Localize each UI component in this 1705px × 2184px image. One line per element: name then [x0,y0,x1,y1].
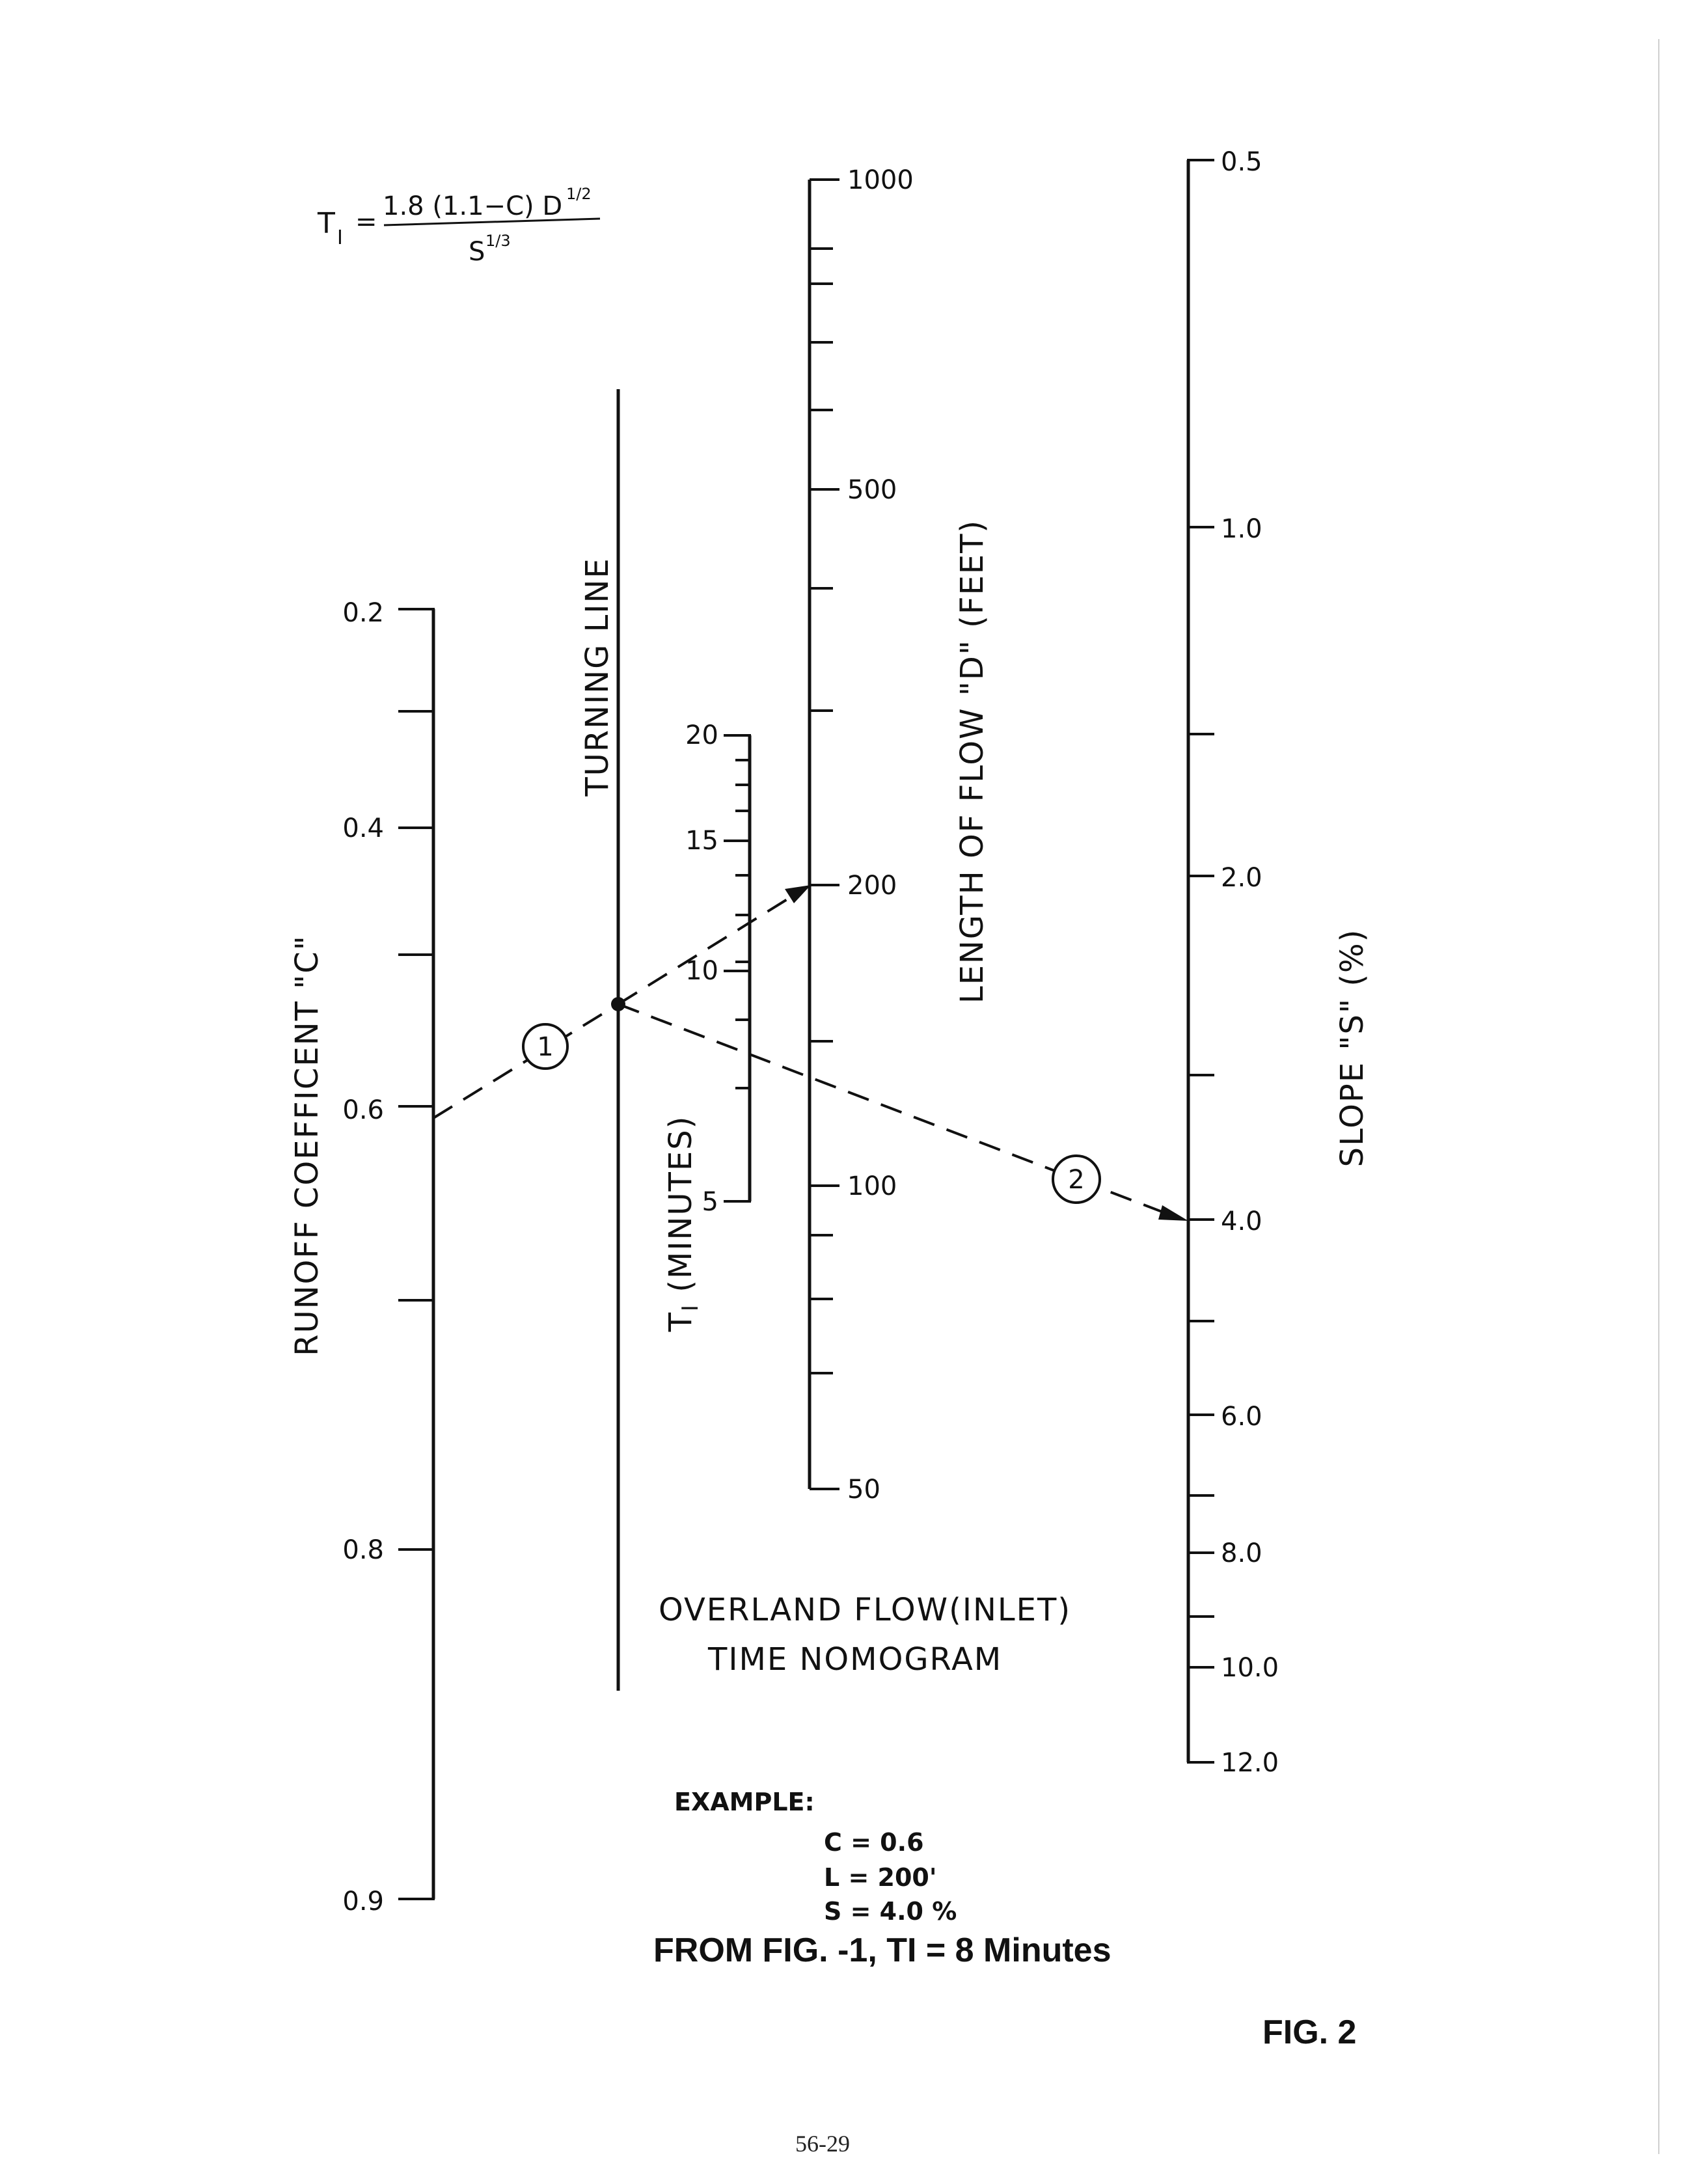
time-tick-label: 5 [702,1187,718,1217]
time-tick-label: 10 [685,956,718,986]
slope-tick-label: 4.0 [1221,1207,1262,1236]
formula-lhs-subscript: I [337,226,343,249]
formula-numerator-exponent: 1/2 [566,185,592,203]
time-axis-title-symbol: T [662,1311,699,1332]
example-block [653,1788,1112,1969]
time-axis-title [662,1115,703,1333]
formula [317,185,600,267]
step-1-label: 1 [537,1032,554,1062]
slope-tick-label: 1.0 [1221,514,1262,544]
slope-tick-label: 2.0 [1221,863,1262,893]
runoff-axis-title: RUNOFF COEFFICENT "C" [289,935,325,1356]
example-s-value: S = 4.0 % [824,1897,957,1926]
example-line-turning-to-length [618,897,791,1004]
turning-line [579,389,618,1691]
runoff-axis [289,598,435,1917]
runoff-tick-label: 0.8 [342,1535,384,1565]
page-edge-line [1658,39,1659,2154]
length-tick-label: 1000 [847,165,914,195]
length-axis [810,165,990,1505]
length-tick-label: 200 [847,871,897,901]
runoff-tick-label: 0.9 [342,1887,384,1917]
turning-line-title: TURNING LINE [579,557,616,797]
slope-tick-label: 12.0 [1221,1748,1279,1778]
length-tick-label: 500 [847,475,897,505]
slope-tick-label: 6.0 [1221,1402,1262,1432]
formula-numerator: 1.8 (1.1−C) D [383,191,563,221]
example-arrowhead-slope [1158,1205,1188,1221]
example-c-value: C = 0.6 [824,1828,924,1857]
slope-tick-label: 8.0 [1221,1538,1262,1568]
slope-axis-title: SLOPE "S" (%) [1334,928,1371,1167]
runoff-tick-label: 0.6 [342,1095,384,1125]
time-tick-label: 20 [685,720,718,750]
slope-tick-label: 0.5 [1221,147,1262,177]
time-tick-label: 15 [685,826,718,856]
step-2-label: 2 [1068,1165,1085,1195]
time-axis-title-rest: (MINUTES) [662,1115,699,1304]
turning-point-dot [611,997,625,1011]
page-number: 56-29 [795,2131,850,2157]
svg-text:TI (MINUTES) [662,1115,703,1333]
example-l-value: L = 200' [824,1863,937,1892]
example-line-c-to-turning [433,1004,618,1118]
runoff-tick-label: 0.4 [342,813,384,843]
length-tick-label: 100 [847,1171,897,1201]
formula-denominator-exponent: 1/3 [485,232,511,250]
runoff-tick-label: 0.2 [342,598,384,628]
time-axis [662,720,751,1332]
formula-lhs: T [318,207,335,240]
slope-tick-label: 10.0 [1221,1653,1279,1683]
example-arrowhead-length [785,885,811,903]
formula-denominator: S [469,237,485,267]
figure-label: FIG. 2 [1262,2013,1357,2051]
length-tick-label: 50 [847,1475,880,1505]
result-line: FROM FIG. -1, TI = 8 Minutes [653,1931,1112,1969]
nomogram-title [659,1592,1071,1678]
title-line-2: TIME NOMOGRAM [708,1641,1003,1678]
title-line-1: OVERLAND FLOW(INLET) [659,1592,1072,1628]
slope-axis [1187,147,1371,1778]
example-heading: EXAMPLE: [674,1788,815,1816]
length-axis-title: LENGTH OF FLOW "D" (FEET) [954,519,990,1004]
time-axis-title-subscript: I [677,1304,703,1312]
formula-equals: = [355,207,377,237]
